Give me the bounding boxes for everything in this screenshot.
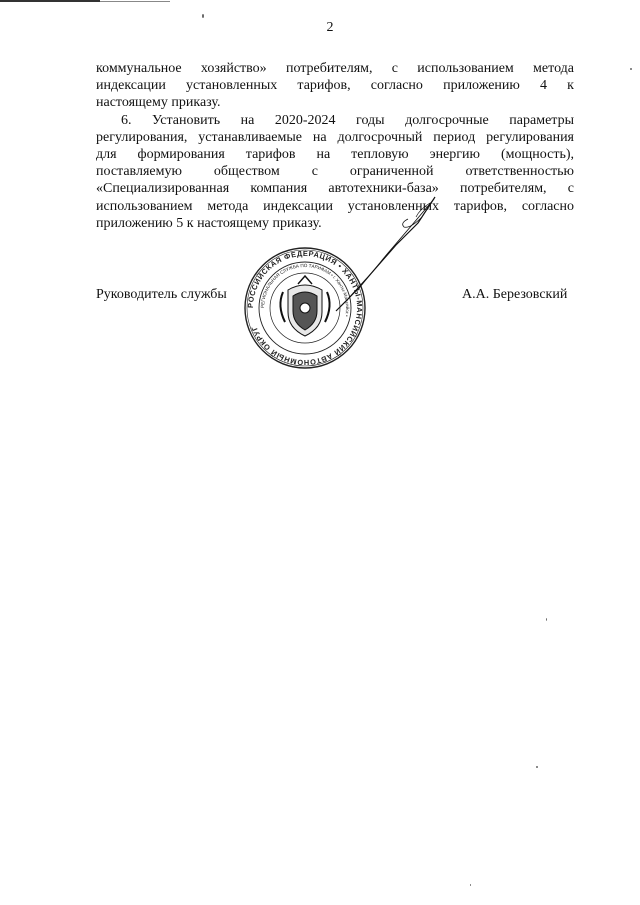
text-line: поставляемую обществом с ограниченной ответственностью [96,164,574,180]
scan-speck [630,68,632,70]
coat-of-arms-icon [280,276,329,336]
text-line: настоящему приказу. [96,95,221,111]
svg-text:РЕГИОНАЛЬНАЯ СЛУЖБА ПО ТАРИФАМ: РЕГИОНАЛЬНАЯ СЛУЖБА ПО ТАРИФАМ • г. Ханты-Мансийск • [259,262,351,318]
scan-speck [470,884,471,886]
text-line: коммунальное хозяйство» потребителям, с использованием метода [96,61,574,76]
signer-position: Руководитель службы [96,287,227,302]
text-line: для формирования тарифов на тепловую энергию (мощность), [96,147,574,163]
text-line: использованием метода индексации установленных тарифов, согласно [96,198,574,214]
signer-name: А.А. Березовский [462,287,568,302]
text-line: регулирования, устанавливаемые на долгосрочный период регулирования [96,129,574,145]
handwritten-signature [330,195,440,315]
svg-text:РОССИЙСКАЯ ФЕДЕРАЦИЯ • ХАНТЫ-М: РОССИЙСКАЯ ФЕДЕРАЦИЯ • ХАНТЫ-МАНСИЙСКИЙ АВТОНОМНЫЙ ОКРУГ [245,248,365,368]
text-line: 6. Установить на 2020-2024 годы долгосрочные параметры [121,112,574,128]
page-number: 2 [326,20,334,35]
scan-speck [546,618,547,621]
paragraph-continuation [96,60,574,112]
scan-edge-line [100,1,170,2]
scan-speck [536,766,538,768]
scan-speck [202,14,204,18]
text-line: приложению 5 к настоящему приказу. [96,215,322,231]
scan-edge-line [0,0,100,2]
text-line: индексации установленных тарифов, согласно приложению 4 к [96,78,574,94]
text-line: «Специализированная компания автотехники-база» потребителям, с [96,181,574,197]
